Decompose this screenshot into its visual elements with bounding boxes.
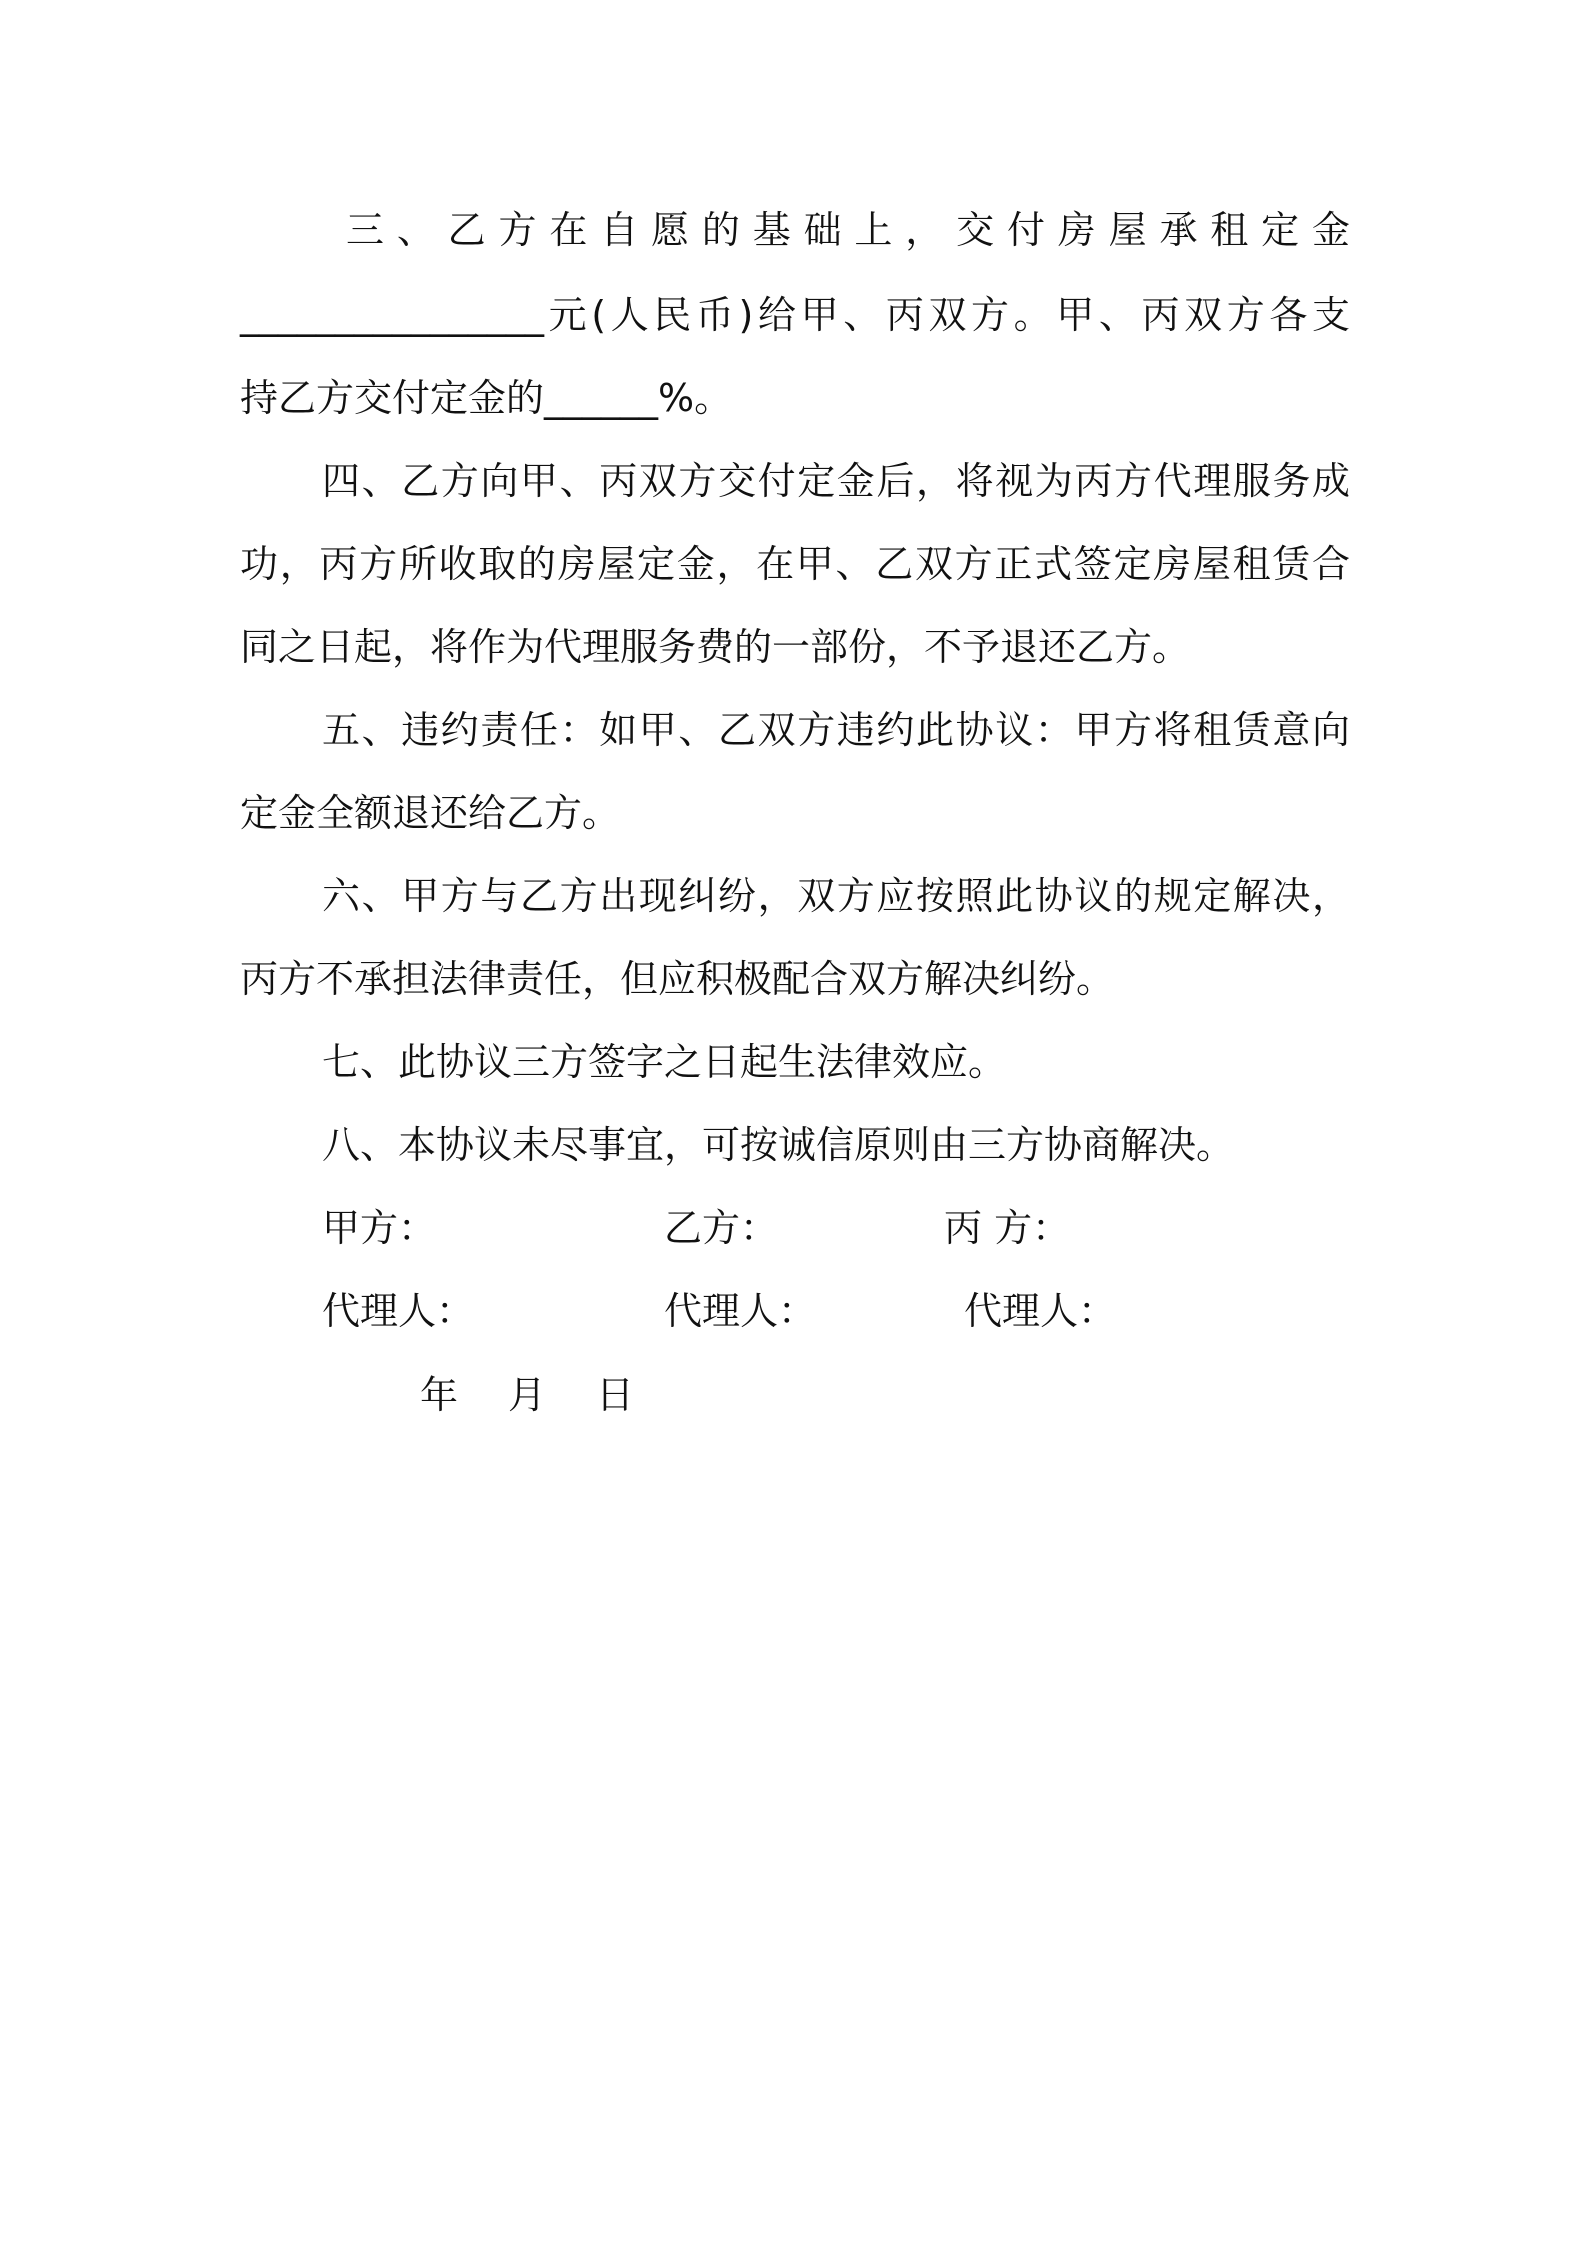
signature-agent-a: 代理人：: [322, 1289, 475, 1333]
clause-7: 七、此协议三方签字之日起生法律效应。: [322, 1040, 1007, 1084]
clause-4-line-2: 功，丙方所收取的房屋定金，在甲、乙双方正式签定房屋租赁合: [240, 542, 1350, 586]
signature-date: 年 月 日: [420, 1373, 641, 1417]
signature-agent-c: 代理人：: [964, 1289, 1117, 1333]
clause-3-line-1: 三、乙方在自愿的基础上，交付房屋承租定金: [346, 208, 1350, 252]
signature-party-c: 丙 方：: [944, 1206, 1071, 1250]
clause-3-line-3: 持乙方交付定金的______%。: [240, 376, 733, 420]
clause-6-line-1: 六、甲方与乙方出现纠纷，双方应按照此协议的规定解决，: [322, 874, 1350, 918]
clause-4-line-1: 四、乙方向甲、丙双方交付定金后，将视为丙方代理服务成: [322, 459, 1350, 503]
clause-8: 八、本协议未尽事宜，可按诚信原则由三方协商解决。: [322, 1123, 1235, 1167]
signature-party-b: 乙方：: [664, 1206, 779, 1250]
clause-5-line-2: 定金全额退还给乙方。: [240, 791, 621, 835]
clause-5-line-1: 五、违约责任：如甲、乙双方违约此协议：甲方将租赁意向: [322, 708, 1350, 752]
clause-3-line-2: ________________元(人民币)给甲、丙双方。甲、丙双方各支: [240, 293, 1350, 337]
clause-6-line-2: 丙方不承担法律责任，但应积极配合双方解决纠纷。: [240, 957, 1115, 1001]
signature-party-a: 甲方：: [322, 1206, 437, 1250]
signature-agent-b: 代理人：: [664, 1289, 817, 1333]
clause-4-line-3: 同之日起，将作为代理服务费的一部份，不予退还乙方。: [240, 625, 1191, 669]
